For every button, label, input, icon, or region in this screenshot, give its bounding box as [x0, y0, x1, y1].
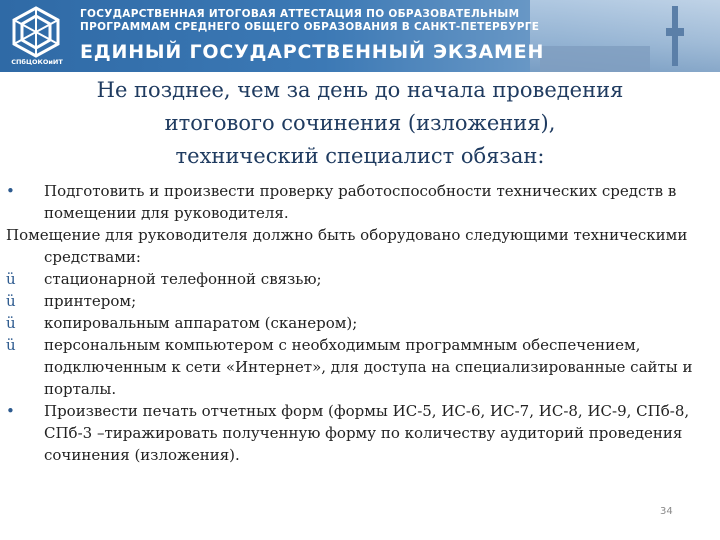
banner-subtitle-line-1: ГОСУДАРСТВЕННАЯ ИТОГОВАЯ АТТЕСТАЦИЯ ПО ОБРАЗОВАТЕЛЬНЫМ [80, 8, 520, 20]
header-banner [0, 0, 720, 72]
checkmark-icon: ü [6, 336, 16, 354]
banner-subtitle [80, 8, 539, 34]
column-silhouette [672, 6, 678, 66]
slide-body [6, 180, 706, 466]
slide-title-line: технический специалист обязан: [175, 144, 545, 168]
slide-title-line: итогового сочинения (изложения), [164, 111, 556, 135]
check-item [6, 312, 706, 334]
check-item [6, 290, 706, 312]
building-silhouette [540, 46, 650, 72]
checkmark-icon: ü [6, 270, 16, 288]
bullet-icon: • [6, 402, 15, 420]
paragraph-text: Помещение для руководителя должно быть оборудовано следующими техническими средствами: [6, 226, 688, 266]
bullet-item [6, 400, 706, 466]
check-text: стационарной телефонной связью; [44, 270, 322, 288]
check-text: принтером; [44, 292, 137, 310]
page-number: 34 [660, 506, 673, 517]
checkmark-icon: ü [6, 314, 16, 332]
slide-title [40, 74, 680, 173]
banner-headline: ЕДИНЫЙ ГОСУДАРСТВЕННЫЙ ЭКЗАМЕН [80, 41, 545, 63]
bullet-item [6, 180, 706, 224]
bullet-text: Подготовить и произвести проверку работоспособности технических средств в помещении для руководителя. [44, 182, 677, 222]
logo-caption: СПбЦОКОиИТ [11, 58, 63, 66]
check-text: персональным компьютером с необходимым программным обеспечением, подключенным к сети «Интернет», для доступа на специализированные сайты и порталы. [44, 336, 693, 398]
bullet-text: Произвести печать отчетных форм (формы ИС-5, ИС-6, ИС-7, ИС-8, ИС-9, СПб-8, СПб-3 –тиражировать полученную форму по количеству аудиторий проведения сочинения (изложения). [44, 402, 690, 464]
checkmark-icon: ü [6, 292, 16, 310]
check-item [6, 334, 706, 400]
check-item [6, 268, 706, 290]
check-text: копировальным аппаратом (сканером); [44, 314, 358, 332]
paragraph [6, 224, 706, 268]
slide-title-line: Не позднее, чем за день до начала проведения [96, 78, 624, 102]
bullet-icon: • [6, 182, 15, 200]
banner-subtitle-line-2: ПРОГРАММАМ СРЕДНЕГО ОБЩЕГО ОБРАЗОВАНИЯ В САНКТ-ПЕТЕРБУРГЕ [80, 21, 540, 33]
